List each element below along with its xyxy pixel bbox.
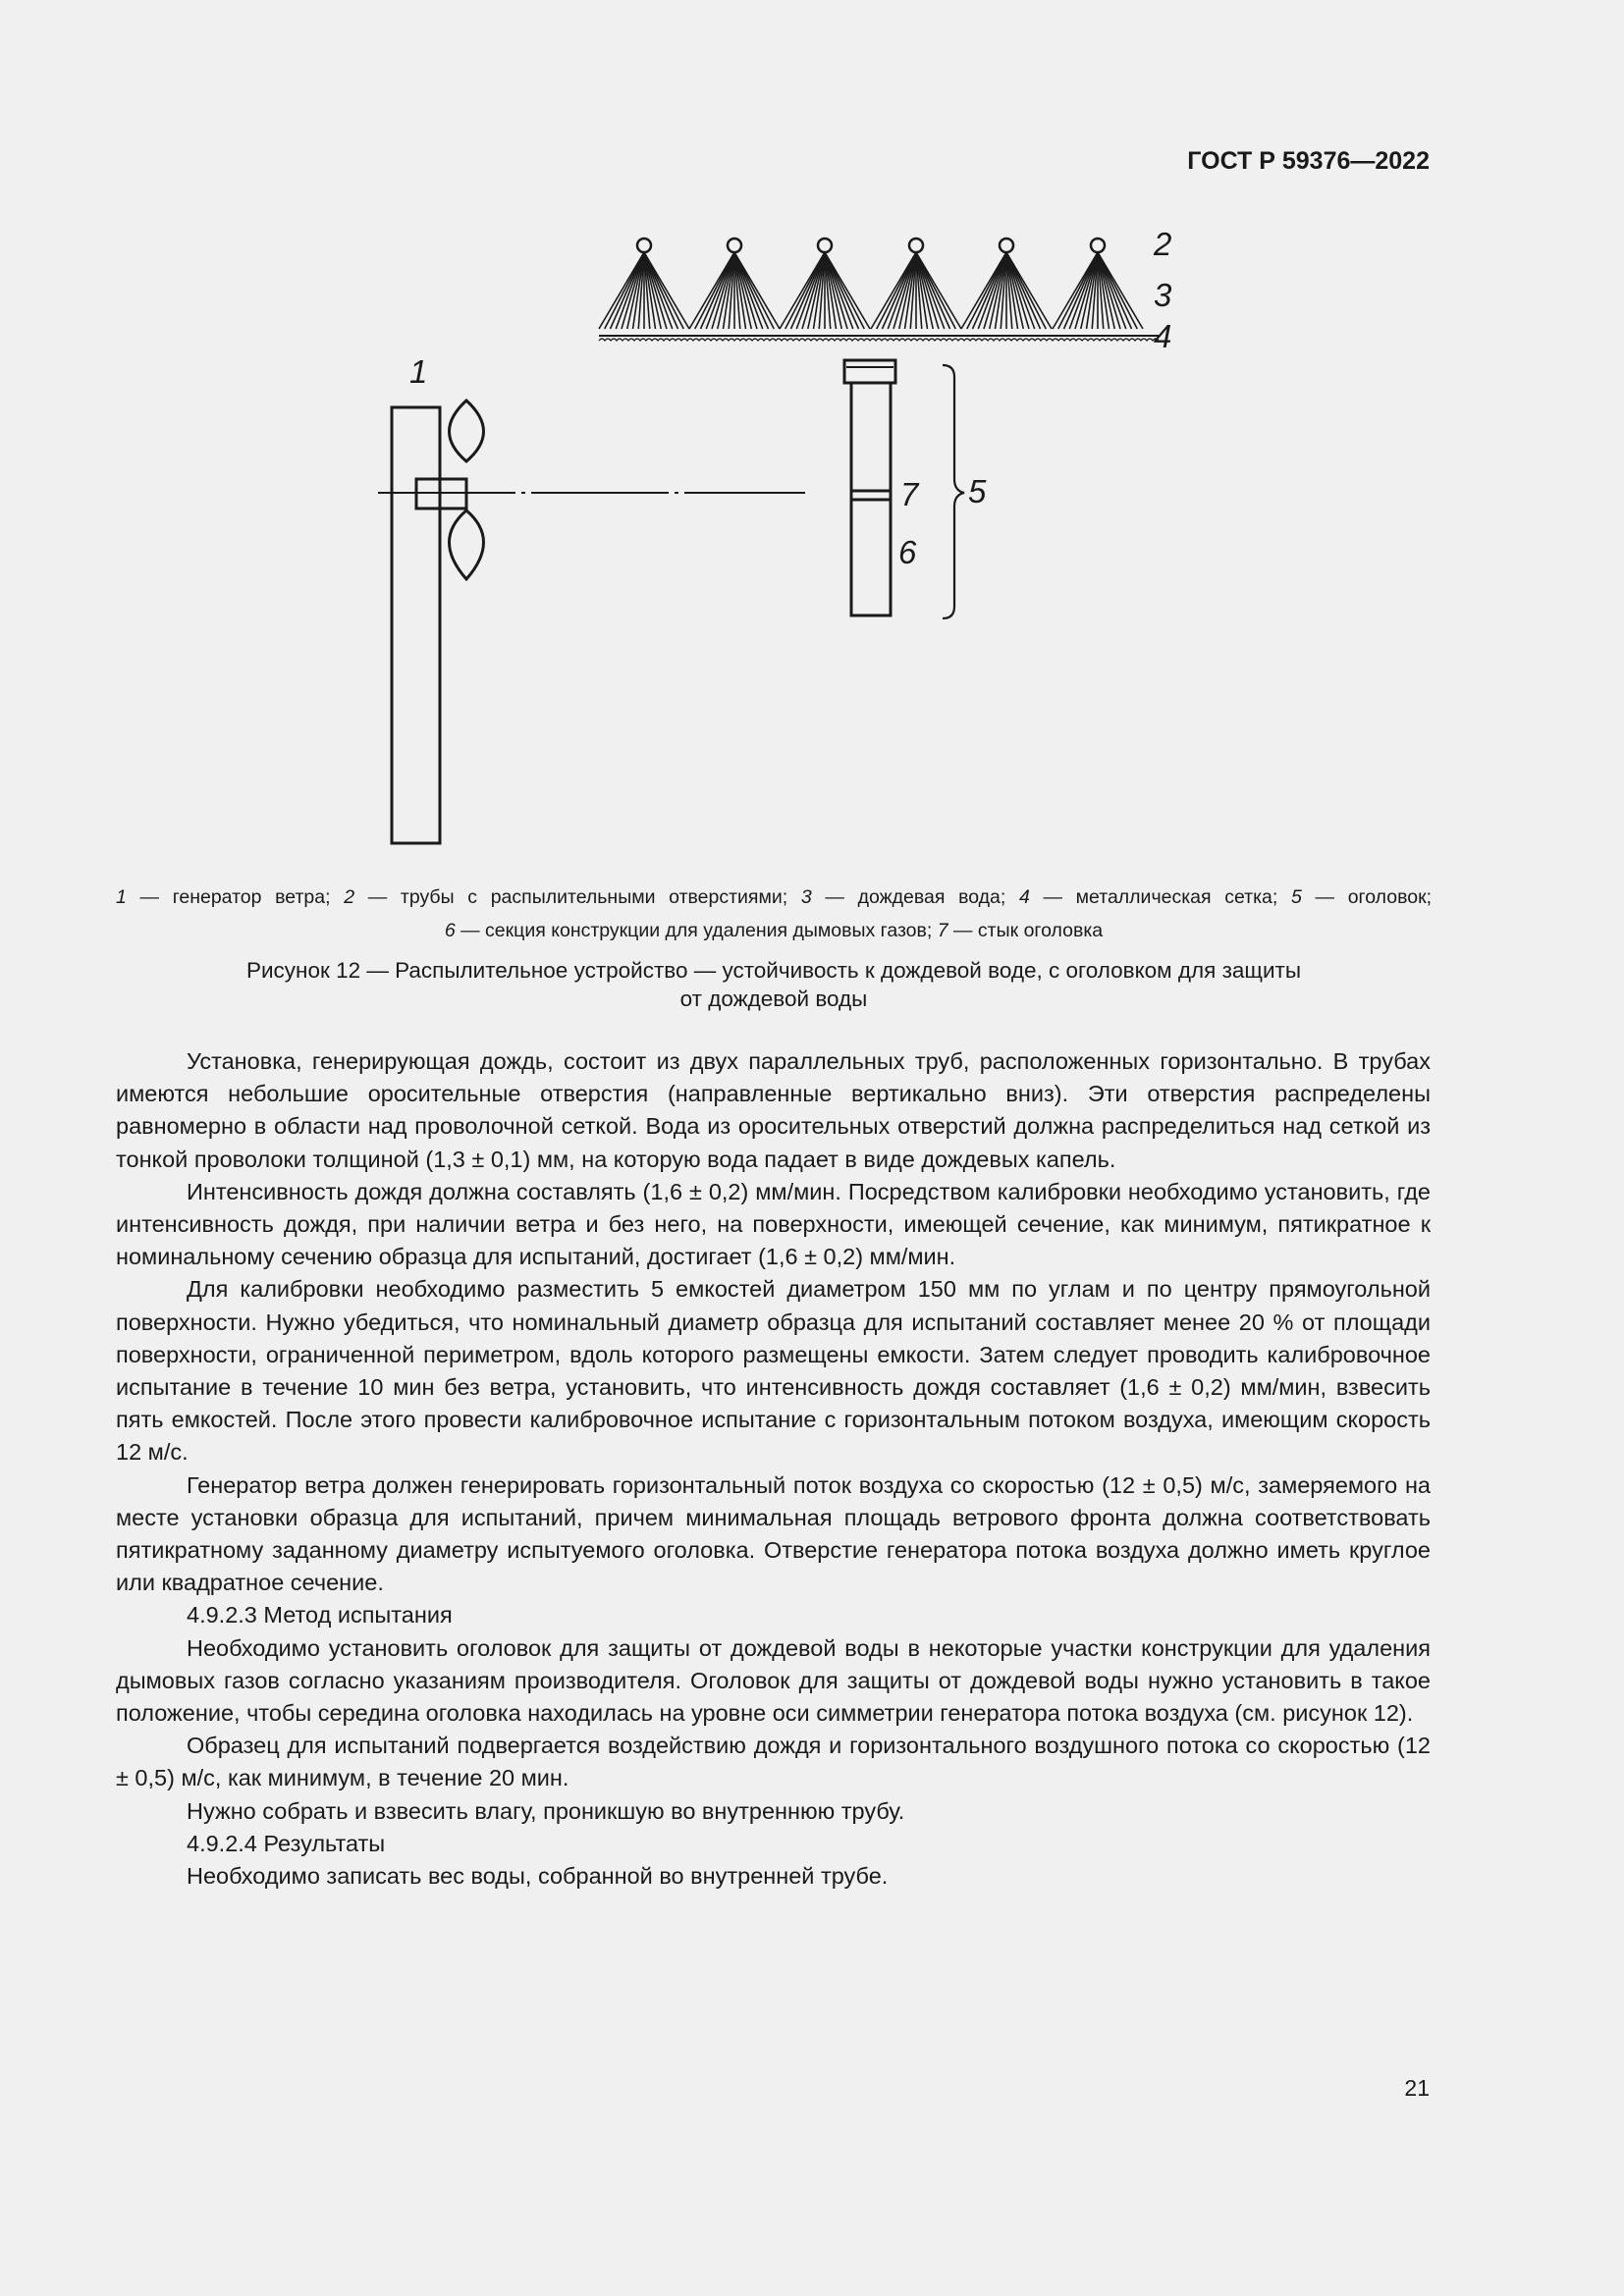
label-3: 3 <box>1154 277 1172 313</box>
spray-nozzle <box>1053 239 1143 329</box>
paragraph: Генератор ветра должен генерировать горизонтальный поток воздуха со скоростью (12 ± 0,5) м/с, замеряемого на месте установки образца для испытаний, причем минимальная площадь ветрового фронта должна соответствовать пятикратному заданному диаметру испытуемого оголовка. Отверстие генератора потока воздуха должно иметь круглое или квадратное сечение. <box>116 1471 1431 1596</box>
legend-text: — генератор ветра; <box>126 886 345 908</box>
page-number: 21 <box>1404 2075 1430 2101</box>
legend-num: 4 <box>1018 886 1030 908</box>
label-7: 7 <box>900 476 919 512</box>
wind-generator-frame <box>392 407 440 843</box>
legend-text: — секция конструкции для удаления дымовых газов; <box>455 920 938 941</box>
legend-line-2 <box>116 914 1432 947</box>
spray-nozzle <box>689 239 780 329</box>
paragraph: Для калибровки необходимо разместить 5 емкостей диаметром 150 мм по углам и по центру прямоугольной поверхности. Нужно убедиться, что номинальный диаметр образца для испытаний составляет менее 20 % от площади поверхности, ограниченной периметром, вдоль которого размещены емкости. Затем следует проводить калибровочное испытание в течение 10 мин без ветра, установить, что интенсивность дождя составляет (1,6 ± 0,2) мм/мин, взвесить пять емкостей. После этого провести калибровочное испытание с горизонтальным потоком воздуха, имеющим скорость 12 м/с. <box>116 1276 1431 1466</box>
section-heading: 4.9.2.4 Результаты <box>187 1830 386 1856</box>
spray-nozzle <box>599 239 689 329</box>
paragraph: Интенсивность дождя должна составлять (1,6 ± 0,2) мм/мин. Посредством калибровки необходимо установить, где интенсивность дождя, при наличии ветра и без него, на поверхности, имеющей сечение, как минимум, пятикратное к номинальному сечению образца для испытаний, достигает (1,6 ± 0,2) мм/мин. <box>116 1178 1431 1270</box>
rain-cap <box>844 360 895 383</box>
propeller-blade-top <box>450 400 484 461</box>
spray-pipes <box>599 239 1143 329</box>
body-text <box>116 1045 1431 1893</box>
legend-num: 5 <box>1291 886 1302 908</box>
legend-text: — металлическая сетка; <box>1029 886 1291 908</box>
legend-text: — оголовок; <box>1301 886 1433 908</box>
caption-line-1: Рисунок 12 — Распылительное устройство — устойчивость к дождевой воде, с оголовком для защиты <box>245 958 1301 983</box>
spray-nozzle <box>780 239 870 329</box>
legend-line-1 <box>116 881 1432 914</box>
legend-num: 6 <box>444 920 456 941</box>
spray-device-diagram <box>0 0 1624 883</box>
figure-12 <box>0 0 1624 883</box>
standard-designation: ГОСТ Р 59376—2022 <box>1187 147 1430 175</box>
legend-text: — трубы с распылительными отверстиями; <box>354 886 801 908</box>
bracket <box>943 365 964 618</box>
legend-num: 7 <box>937 920 948 941</box>
legend-text: — дождевая вода; <box>811 886 1019 908</box>
paragraph: Необходимо установить оголовок для защиты от дождевой воды в некоторые участки конструкции для удаления дымовых газов согласно указаниям производителя. Оголовок для защиты от дождевой воды нужно установить в такое положение, чтобы середина оголовка находилась на уровне оси симметрии генератора потока воздуха (см. рисунок 12). <box>116 1634 1431 1727</box>
figure-legend <box>116 881 1432 947</box>
paragraph: Нужно собрать и взвесить влагу, проникшую во внутреннюю трубу. <box>187 1797 905 1824</box>
legend-num: 3 <box>800 886 812 908</box>
caption-line-2: от дождевой воды <box>679 987 868 1011</box>
label-5: 5 <box>968 473 987 509</box>
legend-num: 1 <box>116 886 127 908</box>
label-2: 2 <box>1154 226 1172 262</box>
legend-text: — стык оголовка <box>947 920 1104 941</box>
spray-nozzle <box>871 239 961 329</box>
paragraph: Необходимо записать вес воды, собранной во внутренней трубе. <box>187 1863 889 1890</box>
label-4: 4 <box>1154 318 1172 354</box>
label-6: 6 <box>898 534 917 570</box>
spray-nozzle <box>961 239 1052 329</box>
metal-mesh <box>599 336 1159 341</box>
label-1: 1 <box>409 353 428 390</box>
wind-generator <box>378 400 805 843</box>
legend-num: 2 <box>344 886 355 908</box>
paragraph: Образец для испытаний подвергается воздействию дождя и горизонтального воздушного потока со скоростью (12 ± 0,5) м/с, как минимум, в течение 20 мин. <box>116 1733 1431 1791</box>
paragraph: Установка, генерирующая дождь, состоит из двух параллельных труб, расположенных горизонтально. В трубах имеются небольшие оросительные отверстия (направленные вертикально вниз). Эти отверстия распределены равномерно в области над проволочной сеткой. Вода из оросительных отверстий должна распределиться над сеткой из тонкой проволоки толщиной (1,3 ± 0,1) мм, на которую вода падает в виде дождевых капель. <box>116 1048 1431 1172</box>
propeller-blade-bottom <box>450 510 484 579</box>
figure-caption <box>116 956 1432 1013</box>
section-heading: 4.9.2.3 Метод испытания <box>187 1602 453 1629</box>
